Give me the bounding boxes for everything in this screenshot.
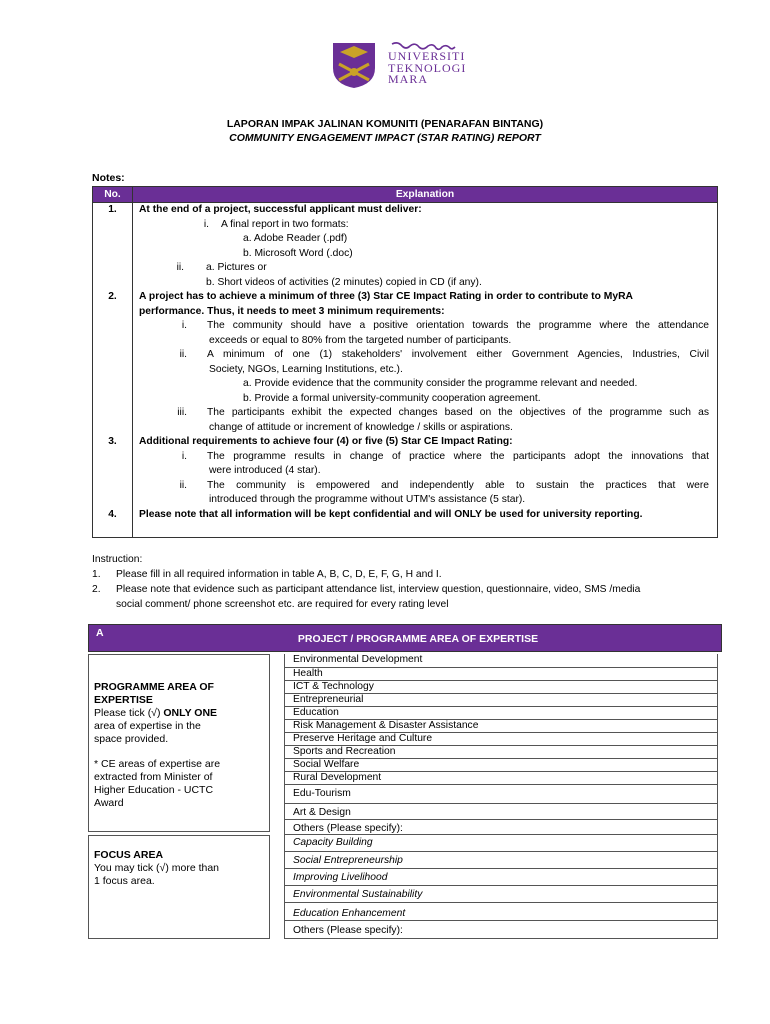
note-number: 4. xyxy=(93,508,133,538)
focus-list xyxy=(284,835,718,939)
expertise-instructions xyxy=(88,654,270,832)
focus-heading: FOCUS AREA xyxy=(94,849,164,861)
expertise-instruction-text: space provided. xyxy=(94,733,169,745)
expertise-option[interactable] xyxy=(285,680,717,693)
expertise-option-label: ICT & Technology xyxy=(293,681,374,692)
note-text: were introduced (4 star). xyxy=(209,465,321,476)
expertise-instruction-text: area of expertise in the xyxy=(94,720,201,732)
note-row-4 xyxy=(93,508,718,538)
expertise-option-label: Education xyxy=(293,707,339,718)
note-row-1 xyxy=(93,203,718,291)
notes-table xyxy=(92,186,718,538)
brand-line-3: MARA xyxy=(388,72,429,86)
expertise-heading: EXPERTISE xyxy=(94,694,153,706)
instruction-text: Please fill in all required information in table A, B, C, D, E, F, G, H and I. xyxy=(116,569,442,580)
col-no-header: No. xyxy=(93,187,133,203)
expertise-option-label: Preserve Heritage and Culture xyxy=(293,733,433,744)
col-explanation-header: Explanation xyxy=(133,187,718,203)
note-text: b. Provide a formal university-community cooperation agreement. xyxy=(243,392,541,404)
expertise-instruction-bold: ONLY ONE xyxy=(163,707,218,719)
note-row-2 xyxy=(93,290,718,435)
roman-numeral: ii. xyxy=(179,349,187,360)
expertise-option-label: Sports and Recreation xyxy=(293,746,396,757)
expertise-option[interactable] xyxy=(285,771,717,784)
expertise-option[interactable] xyxy=(285,745,717,758)
expertise-option-label: Risk Management & Disaster Assistance xyxy=(293,720,479,731)
note-text: The participants exhibit the expected changes based on the objectives of the programme such as xyxy=(207,407,709,418)
note-text: a. Provide evidence that the community consider the programme relevant and needed. xyxy=(243,378,638,389)
note-text: b. Microsoft Word (.doc) xyxy=(243,247,353,259)
expertise-option[interactable] xyxy=(285,758,717,771)
focus-instruction-text: You may tick (√) more than xyxy=(94,862,220,874)
expertise-option-label: Art & Design xyxy=(293,807,351,818)
title-english: COMMUNITY ENGAGEMENT IMPACT (STAR RATING) REPORT xyxy=(229,132,541,144)
focus-instructions xyxy=(88,835,270,939)
focus-option-others[interactable] xyxy=(285,920,717,939)
note-text: The community should have a positive orientation towards the programme where the attendance xyxy=(207,320,709,331)
note-heading: performance. Thus, it needs to meet 3 minimum requirements: xyxy=(139,305,445,317)
note-text: A minimum of one (1) stakeholders' involvement either Government Agencies, Industries, Civil xyxy=(207,349,709,360)
focus-option[interactable] xyxy=(285,868,717,885)
note-row-3 xyxy=(93,435,718,508)
roman-numeral: i. xyxy=(181,450,187,462)
section-title: PROJECT / PROGRAMME AREA OF EXPERTISE xyxy=(297,633,539,645)
note-text: change of attitude or increment of knowledge / skills or aspirations. xyxy=(209,421,513,433)
expertise-option[interactable] xyxy=(285,706,717,719)
roman-numeral: i. xyxy=(181,320,187,331)
title-malay: LAPORAN IMPAK JALINAN KOMUNITI (PENARAFAN BINTANG) xyxy=(226,118,544,130)
instruction-text: Please note that evidence such as participant attendance list, interview question, questionnaire, video, SMS /media xyxy=(116,584,641,595)
expertise-option-label: Edu-Tourism xyxy=(293,788,351,799)
expertise-note: Award xyxy=(94,797,124,809)
instruction-text: social comment/ phone screenshot etc. are required for every rating level xyxy=(116,599,449,610)
note-text: The programme results in change of practice where the participants adopt the innovations that xyxy=(207,450,709,462)
focus-option-label: Others (Please specify): xyxy=(293,925,403,936)
expertise-list xyxy=(284,654,718,835)
expertise-option[interactable] xyxy=(285,803,717,819)
note-number: 1. xyxy=(93,203,133,291)
note-number: 2. xyxy=(93,290,133,435)
roman-numeral: ii. xyxy=(179,479,187,491)
focus-instruction-text: 1 focus area. xyxy=(94,875,155,887)
focus-option[interactable] xyxy=(285,851,717,868)
note-text: introduced through the programme without UTM's assistance (5 star). xyxy=(209,494,526,505)
focus-option[interactable] xyxy=(285,835,717,851)
note-text: A final report in two formats: xyxy=(221,218,349,230)
expertise-option-label: Environmental Development xyxy=(293,654,423,665)
focus-option-label: Social Entrepreneurship xyxy=(293,855,403,866)
expertise-note: extracted from Minister of xyxy=(94,771,213,783)
focus-option-label: Environmental Sustainability xyxy=(293,889,423,900)
note-heading: A project has to achieve a minimum of three (3) Star CE Impact Rating in order to contribute to MyRA xyxy=(139,291,633,302)
focus-option-label: Education Enhancement xyxy=(293,908,406,919)
uitm-logo xyxy=(330,40,490,90)
expertise-option[interactable] xyxy=(285,784,717,803)
section-letter: A xyxy=(96,627,104,639)
note-heading: At the end of a project, successful applicant must deliver: xyxy=(139,204,422,215)
expertise-option-label: Social Welfare xyxy=(293,759,360,770)
expertise-option[interactable] xyxy=(285,719,717,732)
brand-line-2: TEKNOLOGI xyxy=(388,60,467,75)
expertise-option-label: Health xyxy=(293,668,323,679)
roman-numeral: i. xyxy=(203,218,209,230)
expertise-note: Higher Education - UCTC xyxy=(94,784,214,796)
focus-option[interactable] xyxy=(285,885,717,902)
expertise-option[interactable] xyxy=(285,693,717,706)
expertise-option-label: Rural Development xyxy=(293,772,382,783)
focus-option-label: Improving Livelihood xyxy=(293,872,388,883)
expertise-option-label: Entrepreneurial xyxy=(293,694,364,705)
expertise-heading: PROGRAMME AREA OF xyxy=(94,681,214,693)
expertise-note: * CE areas of expertise are xyxy=(94,758,221,770)
focus-option-label: Capacity Building xyxy=(293,837,373,848)
instruction-number: 2. xyxy=(92,584,101,595)
note-text: a. Adobe Reader (.pdf) xyxy=(243,233,348,244)
expertise-instruction-text: Please tick (√) xyxy=(94,707,164,719)
note-text: Society, NGOs, Learning Institutions, etc.). xyxy=(209,363,403,375)
note-text: b. Short videos of activities (2 minutes) copied in CD (if any). xyxy=(206,276,482,288)
expertise-option-label: Others (Please specify): xyxy=(293,823,403,834)
expertise-option[interactable] xyxy=(285,654,717,667)
note-text: a. Pictures or xyxy=(206,262,267,273)
note-heading: Please note that all information will be kept confidential and will ONLY be used for university reporting. xyxy=(139,508,643,520)
expertise-option[interactable] xyxy=(285,667,717,680)
expertise-option-others[interactable] xyxy=(285,819,717,835)
roman-numeral: iii. xyxy=(177,407,187,418)
instruction-number: 1. xyxy=(92,569,101,580)
focus-option[interactable] xyxy=(285,902,717,920)
note-number: 3. xyxy=(93,435,133,508)
note-heading: Additional requirements to achieve four (4) or five (5) Star CE Impact Rating: xyxy=(139,436,513,447)
roman-numeral: ii. xyxy=(176,262,184,273)
brand-line-1: UNIVERSITI xyxy=(388,49,466,63)
instruction-label: Instruction: xyxy=(92,554,143,565)
expertise-option[interactable] xyxy=(285,732,717,745)
note-text: The community is empowered and independently able to sustain the practices that were xyxy=(207,479,709,491)
notes-label: Notes: xyxy=(92,172,125,184)
note-text: exceeds or equal to 80% from the targeted number of participants. xyxy=(209,334,512,346)
